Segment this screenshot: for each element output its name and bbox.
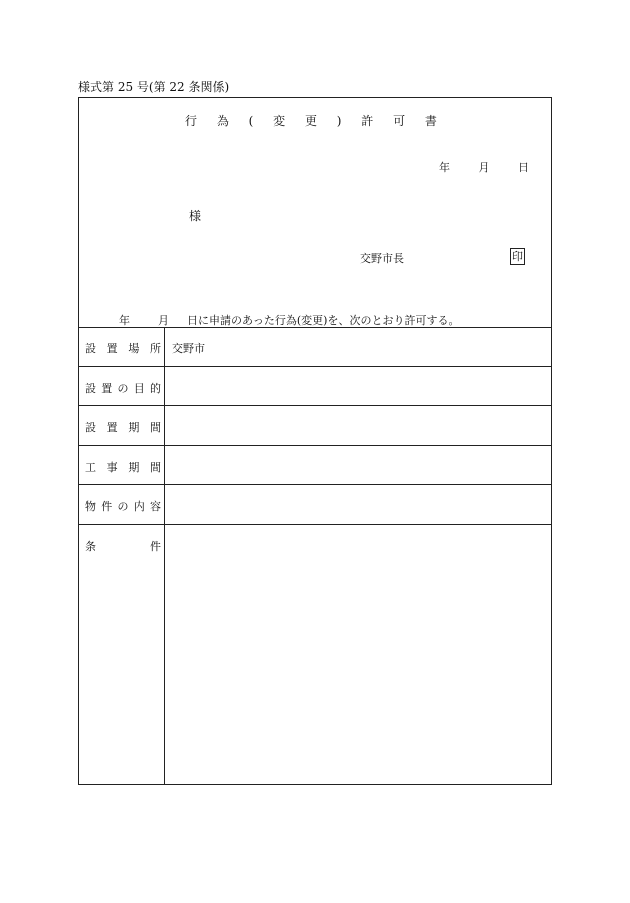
permit-form bbox=[78, 97, 552, 785]
table-row-location bbox=[79, 327, 551, 367]
label-char: 期 bbox=[128, 461, 140, 474]
issuer-name: 交野市長 bbox=[360, 252, 404, 265]
label-char: 置 bbox=[101, 382, 113, 395]
form-header bbox=[79, 98, 551, 328]
permit-table bbox=[79, 327, 551, 784]
label-char: 的 bbox=[150, 382, 161, 395]
label-char: 設 bbox=[85, 421, 96, 434]
row-label bbox=[85, 538, 161, 554]
label-char: 間 bbox=[149, 461, 161, 474]
form-number: 様式第 25 号(第 22 条関係) bbox=[78, 80, 230, 94]
label-char: の bbox=[117, 382, 129, 395]
label-char: 置 bbox=[106, 421, 118, 434]
date-year: 年 bbox=[439, 161, 450, 174]
label-char: 件 bbox=[150, 540, 161, 553]
label-char: 物 bbox=[85, 500, 96, 513]
table-row-contents bbox=[79, 485, 551, 525]
row-label-cell bbox=[79, 485, 165, 524]
label-char: 置 bbox=[106, 342, 118, 355]
label-char: 条 bbox=[85, 540, 96, 553]
label-char: 目 bbox=[133, 382, 145, 395]
request-text: 日に申請のあった行為(変更)を、次のとおり許可する。 bbox=[187, 314, 460, 327]
label-char: 内 bbox=[133, 500, 145, 513]
table-row-installation-period bbox=[79, 406, 551, 446]
label-char: の bbox=[117, 500, 129, 513]
date-month: 月 bbox=[478, 161, 490, 174]
table-row-purpose bbox=[79, 367, 551, 406]
row-label bbox=[85, 498, 161, 514]
addressee-suffix: 様 bbox=[189, 209, 202, 223]
row-label-cell bbox=[79, 525, 165, 784]
label-char: 設 bbox=[85, 382, 96, 395]
issue-date bbox=[439, 159, 529, 175]
label-char: 工 bbox=[85, 461, 96, 474]
row-label-cell bbox=[79, 367, 165, 405]
document-title: 行 為 ( 変 更 ) 許 可 書 bbox=[185, 114, 445, 128]
table-row-construction-period bbox=[79, 446, 551, 485]
label-char: 所 bbox=[149, 342, 161, 355]
label-char: 場 bbox=[128, 342, 140, 355]
request-month: 月 bbox=[158, 314, 169, 327]
seal-mark: 印 bbox=[512, 250, 523, 263]
request-year: 年 bbox=[119, 314, 130, 327]
date-day: 日 bbox=[518, 161, 529, 174]
row-label-cell bbox=[79, 406, 165, 445]
label-char: 設 bbox=[85, 342, 96, 355]
label-char: 件 bbox=[101, 500, 113, 513]
row-label-cell bbox=[79, 327, 165, 366]
label-char: 期 bbox=[128, 421, 140, 434]
row-value: 交野市 bbox=[172, 342, 205, 355]
row-label-cell bbox=[79, 446, 165, 484]
row-label bbox=[85, 380, 161, 396]
label-char: 容 bbox=[150, 500, 161, 513]
row-label bbox=[85, 419, 161, 435]
table-row-conditions bbox=[79, 525, 551, 784]
row-label bbox=[85, 459, 161, 475]
label-char: 事 bbox=[106, 461, 118, 474]
request-statement bbox=[119, 312, 459, 328]
row-label bbox=[85, 340, 161, 356]
label-char: 間 bbox=[149, 421, 161, 434]
